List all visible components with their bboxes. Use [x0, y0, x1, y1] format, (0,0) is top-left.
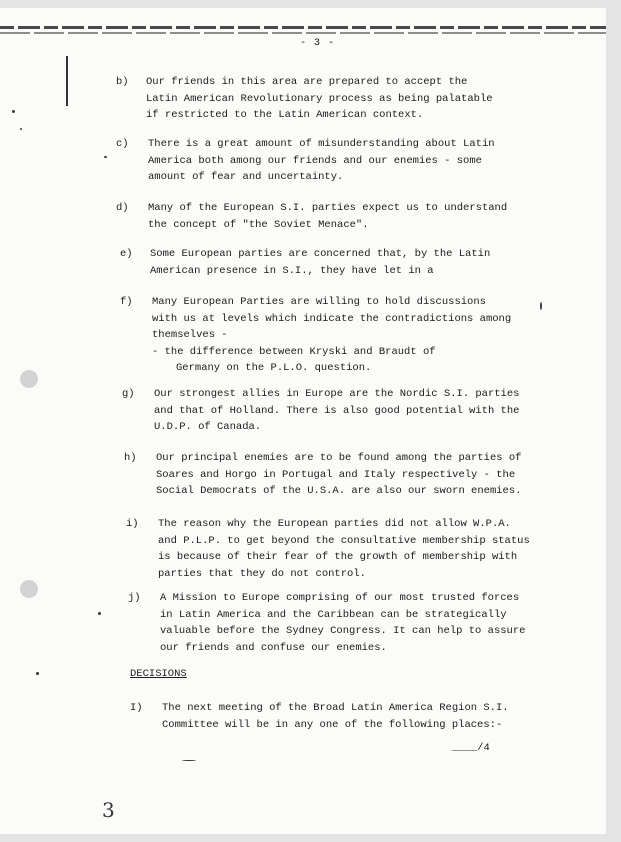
text-line: Many of the European S.I. parties expect us to understand [148, 202, 508, 214]
item-letter: e) [120, 248, 133, 260]
item-j-text [160, 590, 525, 656]
text-line: and that of Holland. There is also good potential with the [154, 404, 520, 417]
scan-speck [98, 612, 101, 615]
text-line: Social Democrats of the U.S.A. are also our sworn enemies. [156, 485, 522, 497]
item-letter: i) [126, 518, 139, 530]
item-h-text [156, 450, 521, 500]
item-letter: g) [122, 388, 135, 400]
text-line: valuable before the Sydney Congress. It can help to assure [160, 625, 526, 637]
text-line: Soares and Horgo in Portugal and Italy respectively - the [156, 468, 516, 481]
text-line: Our friends in this area are prepared to accept the [146, 76, 468, 88]
page-top-edge-shadow [0, 32, 606, 34]
text-line: The next meeting of the Broad Latin America Region S.I. [162, 702, 509, 714]
item-letter: j) [128, 592, 141, 604]
decisions-heading: DECISIONS [130, 668, 187, 680]
page-number: - 3 - [300, 38, 336, 49]
text-line: America both among our friends and our enemies - some [148, 154, 482, 167]
text-line: with us at levels which indicate the contradictions among [152, 312, 512, 325]
text-line: American presence in S.I., they have let in a [150, 264, 434, 277]
text-line: in Latin America and the Caribbean can be strategically [160, 608, 507, 621]
scan-speck [20, 128, 22, 130]
text-line: if restricted to the Latin American context. [146, 109, 424, 121]
text-line: A Mission to Europe comprising of our most trusted forces [160, 592, 520, 604]
scan-speck [540, 302, 542, 310]
punch-hole [20, 370, 38, 388]
text-line: U.D.P. of Canada. [154, 421, 262, 433]
item-letter: d) [116, 202, 129, 214]
text-line: amount of fear and uncertainty. [148, 171, 344, 183]
item-letter: b) [116, 76, 129, 88]
text-line: themselves - [152, 329, 228, 341]
item-g-text [154, 386, 519, 436]
text-line: Our strongest allies in Europe are the Nordic S.I. parties [154, 388, 520, 400]
scan-speck [104, 156, 107, 158]
document-page [0, 8, 606, 834]
decision-1-text [162, 700, 509, 733]
punch-hole [20, 580, 38, 598]
text-line: the concept of "the Soviet Menace". [148, 218, 369, 231]
text-line: Committee will be in any one of the following places:- [162, 718, 503, 731]
scan-speck [36, 672, 39, 675]
text-line: There is a great amount of misunderstanding about Latin [148, 138, 495, 150]
scan-speck [182, 760, 196, 761]
scan-speck [12, 110, 15, 113]
item-d-text [148, 200, 507, 233]
item-e-text [150, 246, 490, 279]
continued-marker: ____/4 [452, 742, 490, 754]
item-c-text [148, 136, 495, 186]
item-i-text [158, 516, 530, 582]
decision-letter: I) [130, 702, 143, 714]
item-letter: h) [124, 452, 137, 464]
dash-line: Germany on the P.L.O. question. [176, 362, 372, 374]
text-line: our friends and confuse our enemies. [160, 641, 387, 654]
page-top-edge [0, 26, 606, 29]
handwritten-page-number: 3 [102, 798, 115, 822]
text-line: and P.L.P. to get beyond the consultative membership status [158, 534, 530, 547]
item-f-text [152, 294, 511, 377]
text-line: parties that they do not control. [158, 567, 366, 580]
text-line: Our principal enemies are to be found among the parties of [156, 452, 522, 464]
item-letter: c) [116, 138, 129, 150]
dash-line: - the difference between Kryski and Braudt of [152, 345, 436, 358]
item-b-text [146, 74, 493, 124]
text-line: is because of their fear of the growth of membership with [158, 551, 518, 563]
text-line: Many European Parties are willing to hold discussions [152, 296, 486, 308]
margin-mark [66, 56, 68, 106]
text-line: The reason why the European parties did not allow W.P.A. [158, 518, 511, 530]
item-letter: f) [120, 296, 133, 308]
text-line: Latin American Revolutionary process as being palatable [146, 92, 493, 105]
text-line: Some European parties are concerned that, by the Latin [150, 248, 491, 260]
